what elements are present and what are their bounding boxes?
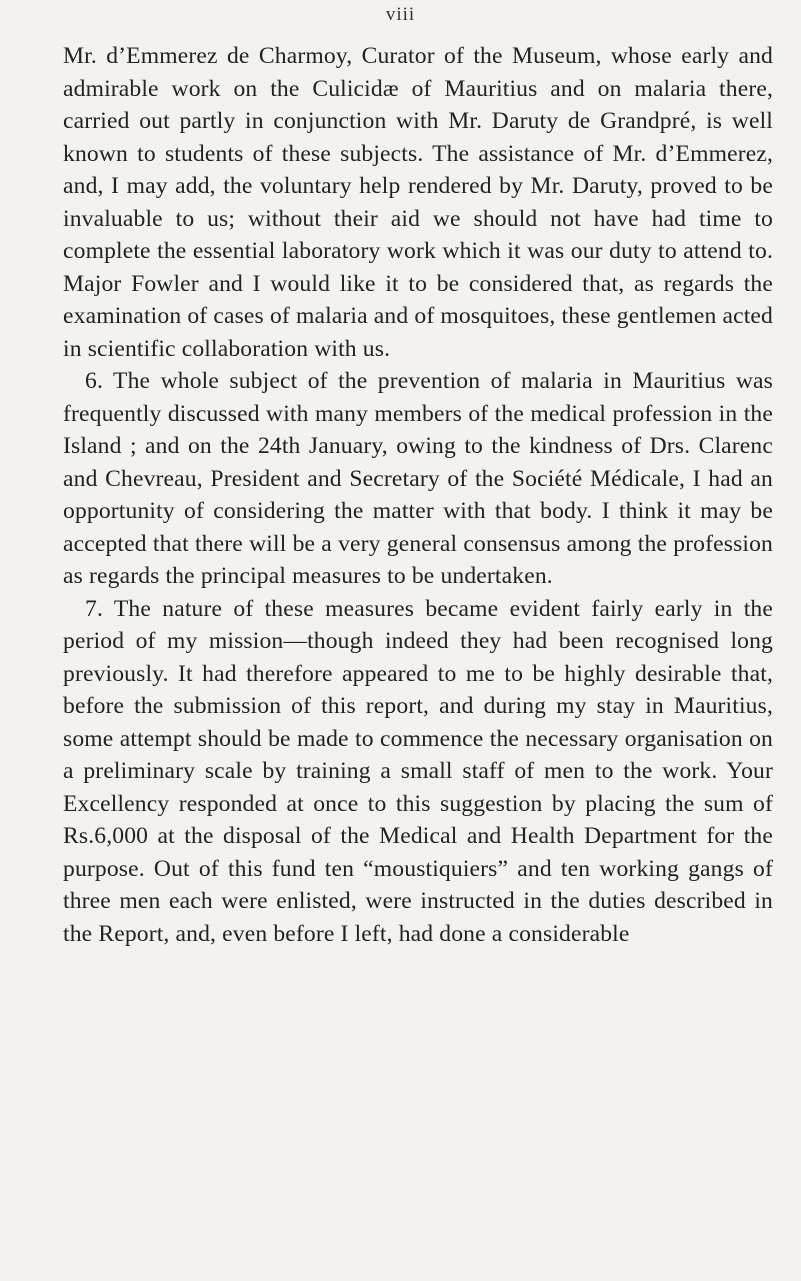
page-number: viii [385,4,416,25]
body-text [63,40,773,950]
paragraph-6: 6. The whole subject of the prevention of malaria in Mauritius was frequently discussed with many members of the medical profession in the Island ; and on the 24th January, owing to the kindness of Drs. Clarenc and Chevreau, President and Secretary of the Société Médicale, I had an opportunity of considering the matter with that body. I think it may be accepted that there will be a very general consensus among the profession as regards the principal measures to be undertaken. [63,368,773,589]
paragraph-continued: Mr. d’Emmerez de Charmoy, Curator of the Museum, whose early and admirable work on the Culicidæ of Mauritius and on malaria there, carried out partly in conjunction with Mr. Daruty de Grandpré, is well known to students of these subjects. The assistance of Mr. d’Emmerez, and, I may add, the voluntary help rendered by Mr. Daruty, proved to be invaluable to us; without their aid we should not have had time to complete the essential laboratory work which it was our duty to attend to. Major Fowler and I would like it to be considered that, as regards the examination of cases of malaria and of mosquitoes, these gentlemen acted in scientific collaboration with us. [63,43,773,362]
paragraph-7: 7. The nature of these measures became evident fairly early in the period of my mission—though indeed they had been recognised long previously. It had therefore appeared to me to be highly desirable that, before the submission of this report, and during my stay in Mauritius, some attempt should be made to commence the necessary organisation on a preliminary scale by training a small staff of men to the work. Your Excellency responded at once to this suggestion by placing the sum of Rs.6,000 at the disposal of the Medical and Health Department for the purpose. Out of this fund ten “moustiquiers” and ten working gangs of three men each were enlisted, were instructed in the duties described in the Report, and, even before I left, had done a considerable [63,595,773,947]
